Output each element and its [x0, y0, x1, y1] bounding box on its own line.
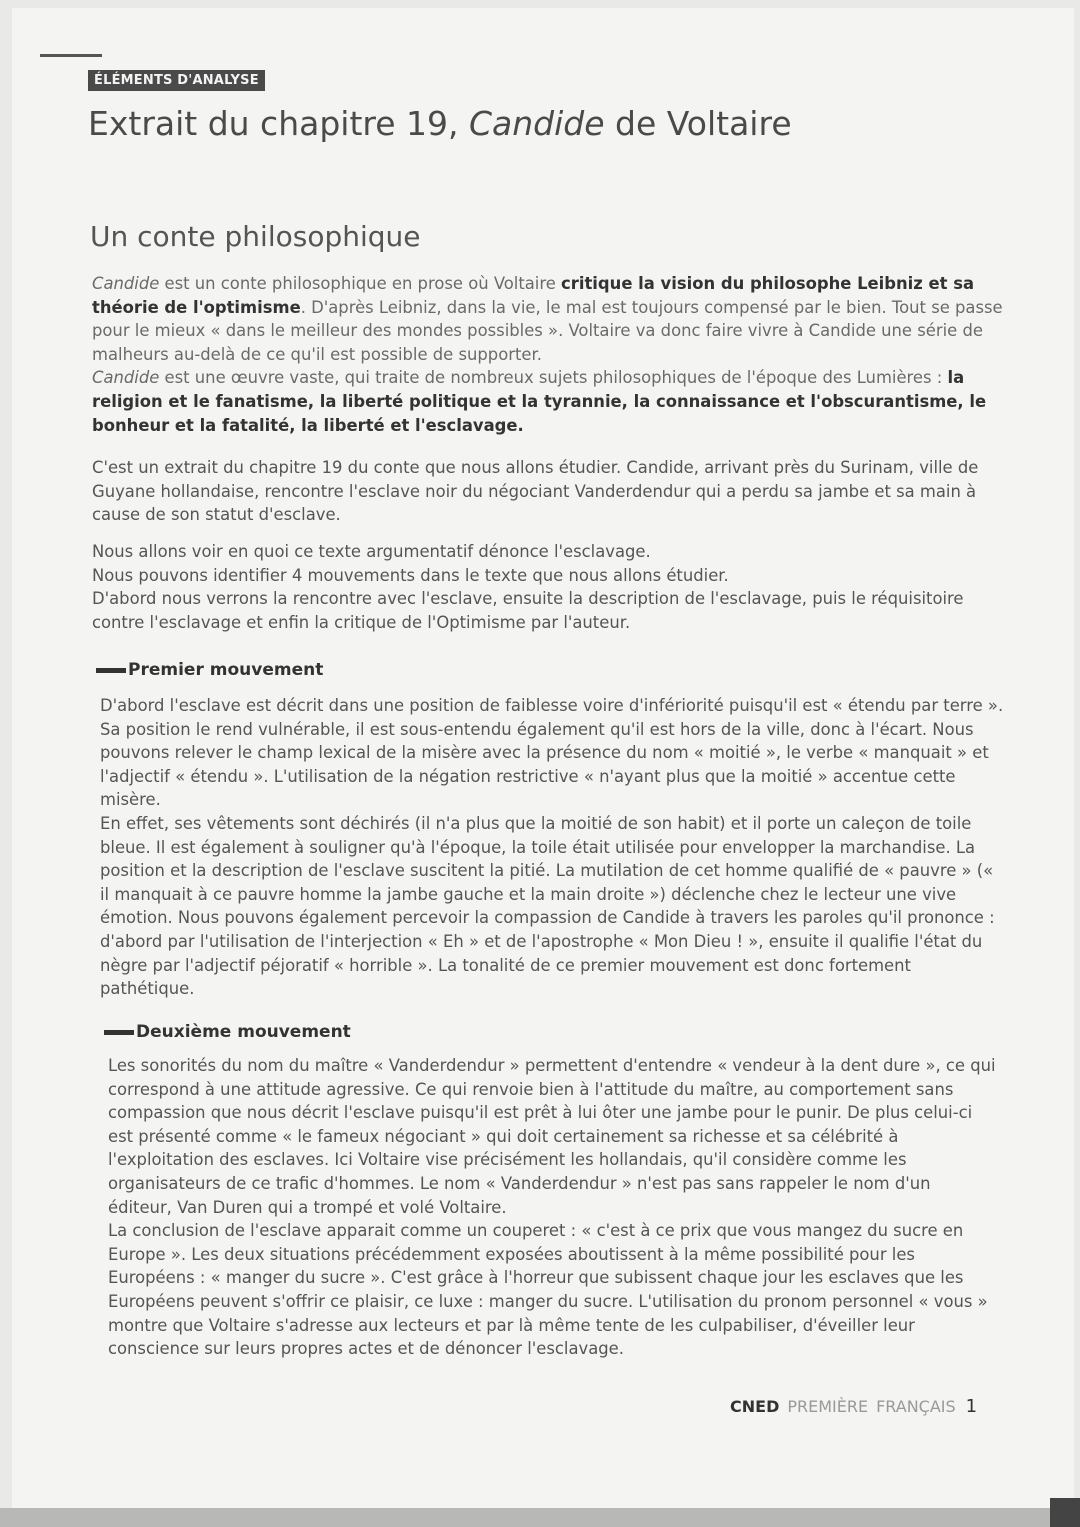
intro-paragraph-4-line-1: Nous allons voir en quoi ce texte argumentatif dénonce l'esclavage. [92, 542, 651, 561]
section-1-paragraph-2: En effet, ses vêtements sont déchirés (il n'a plus que la moitié de son habit) et il porte un caleçon de toile bleue. Il est également à souligner qu'à l'époque, la toile était utilisée pour envelopper la marchandise. La position et la description de l'esclave suscitent la pitié. La mutilation de cet homme qualifié de « pauvre » (« il manquait à ce pauvre homme la jambe gauche et la main droite ») déclenche chez le lecteur une vive émotion. Nous pouvons également percevoir la compassion de Candide à travers les paroles qu'il prononce : d'abord par l'utilisation de l'interjection « Eh » et de l'apostrophe « Mon Dieu ! », ensuite il qualifie l'état du nègre par l'adjectif péjoratif « horrible ». La tonalité de ce premier mouvement est donc fortement pathétique. [100, 813, 995, 999]
section-label: ÉLÉMENTS D'ANALYSE [88, 70, 265, 91]
intro-p1-text-2: . D'après Leibniz, dans la vie, le mal est toujours compensé par le bien. Tout se passe pour le mieux « dans le meilleur des mondes possibles ». Voltaire va donc faire vivre à Candide une série de malheurs au-delà de ce qu'il est possible de supporter. [92, 297, 1003, 364]
section-1-block [100, 694, 1004, 1001]
intro-paragraph-4-line-3: D'abord nous verrons la rencontre avec l'esclave, ensuite la description de l'esclavage, puis le réquisitoire contre l'esclavage et enfin la critique de l'Optimisme par l'auteur. [92, 589, 964, 632]
intro-p1-italic: Candide [92, 274, 160, 293]
section-1-title [96, 660, 323, 680]
title-before: Extrait du chapitre 19, [88, 104, 469, 143]
page-number: 1 [965, 1396, 978, 1417]
intro-paragraph-1 [92, 272, 1004, 366]
intro-paragraph-2 [92, 366, 1004, 437]
intro-paragraph-4-line-2: Nous pouvons identifier 4 mouvements dans le texte que nous allons étudier. [92, 565, 729, 585]
scan-bottom-corner [1050, 1498, 1080, 1527]
top-rule [40, 54, 102, 57]
intro-p2-bold: la religion et le fanatisme, la liberté politique et la tyrannie, la connaissance et l'obscurantisme, le bonheur et la fatalité, la liberté et l'esclavage. [92, 368, 987, 435]
intro-paragraph-3-block [92, 456, 1004, 527]
scan-bottom-edge [0, 1508, 1080, 1527]
intro-p2-text: est une œuvre vaste, qui traite de nombreux sujets philosophiques de l'époque des Lumières : [159, 368, 948, 388]
section-2-block [108, 1054, 998, 1361]
section-2-bar [104, 1030, 134, 1035]
footer-brand: CNED [730, 1397, 780, 1416]
title-after: de Voltaire [604, 104, 792, 143]
intro-p2-italic: Candide [92, 368, 160, 388]
intro-block [92, 272, 1004, 437]
section-2-title-text: Deuxième mouvement [136, 1022, 351, 1042]
section-2-paragraph-1: Les sonorités du nom du maître « Vanderdendur » permettent d'entendre « vendeur à la dent dure », ce qui correspond à une attitude agressive. Ce qui renvoie bien à l'attitude du maître, au comportement sans compassion que nous décrit l'esclave puisqu'il est prêt à lui ôter une jambe pour le punir. De plus celui-ci est présenté comme « le fameux négociant » qui doit certainement sa richesse et sa célébrité à l'exploitation des esclaves. Ici Voltaire vise précisément les hollandais, qu'il considère comme les organisateurs de ce trafic d'hommes. Le nom « Vanderdendur » n'est pas sans rappeler le nom d'un éditeur, Van Duren qui a trompé et volé Voltaire. [108, 1056, 996, 1217]
section-1-title-text: Premier mouvement [128, 660, 324, 680]
intro-paragraph-3: C'est un extrait du chapitre 19 du conte que nous allons étudier. Candide, arrivant près du Surinam, ville de Guyane hollandaise, rencontre l'esclave noir du négociant Vanderdendur qui a perdu sa jambe et sa main à cause de son statut d'esclave. [92, 458, 979, 525]
title-italic: Candide [469, 104, 605, 143]
footer-subject: FRANÇAIS [876, 1397, 956, 1416]
section-2-paragraph-2: La conclusion de l'esclave apparait comme un couperet : « c'est à ce prix que vous mangez du sucre en Europe ». Les deux situations précédemment exposées aboutissent à la même possibilité pour les Européens : « manger du sucre ». C'est grâce à l'horreur que subissent chaque jour les esclaves que les Européens peuvent s'offrir ce plaisir, ce luxe : manger du sucre. L'utilisation du pronom personnel « vous » montre que Voltaire s'adresse aux lecteurs et par là même tente de les culpabiliser, d'éveiller leur conscience sur leurs propres actes et de dénoncer l'esclavage. [108, 1221, 988, 1359]
intro-paragraph-4-block [92, 540, 1004, 634]
footer-level: PREMIÈRE [787, 1397, 869, 1416]
section-2-title [104, 1022, 351, 1042]
section-1-paragraph-1: D'abord l'esclave est décrit dans une position de faiblesse voire d'infériorité puisqu'il est « étendu par terre ». Sa position le rend vulnérable, il est sous-entendu également qu'il est hors de la ville, donc à l'écart. Nous pouvons relever le champ lexical de la misère avec la présence du nom « moitié », le verbe « manquait » et l'adjectif « étendu ». L'utilisation de la négation restrictive « n'ayant plus que la moitié » accentue cette misère. [100, 696, 1004, 810]
document-page [12, 8, 1074, 1508]
section-1-bar [96, 668, 126, 673]
page-footer [730, 1396, 977, 1417]
intro-p1-bold: critique la vision du philosophe Leibniz et sa théorie de l'optimisme [92, 274, 975, 317]
intro-p1-text-1: est un conte philosophique en prose où Voltaire [159, 274, 562, 293]
page-title [88, 104, 792, 143]
intro-heading: Un conte philosophique [90, 220, 421, 253]
